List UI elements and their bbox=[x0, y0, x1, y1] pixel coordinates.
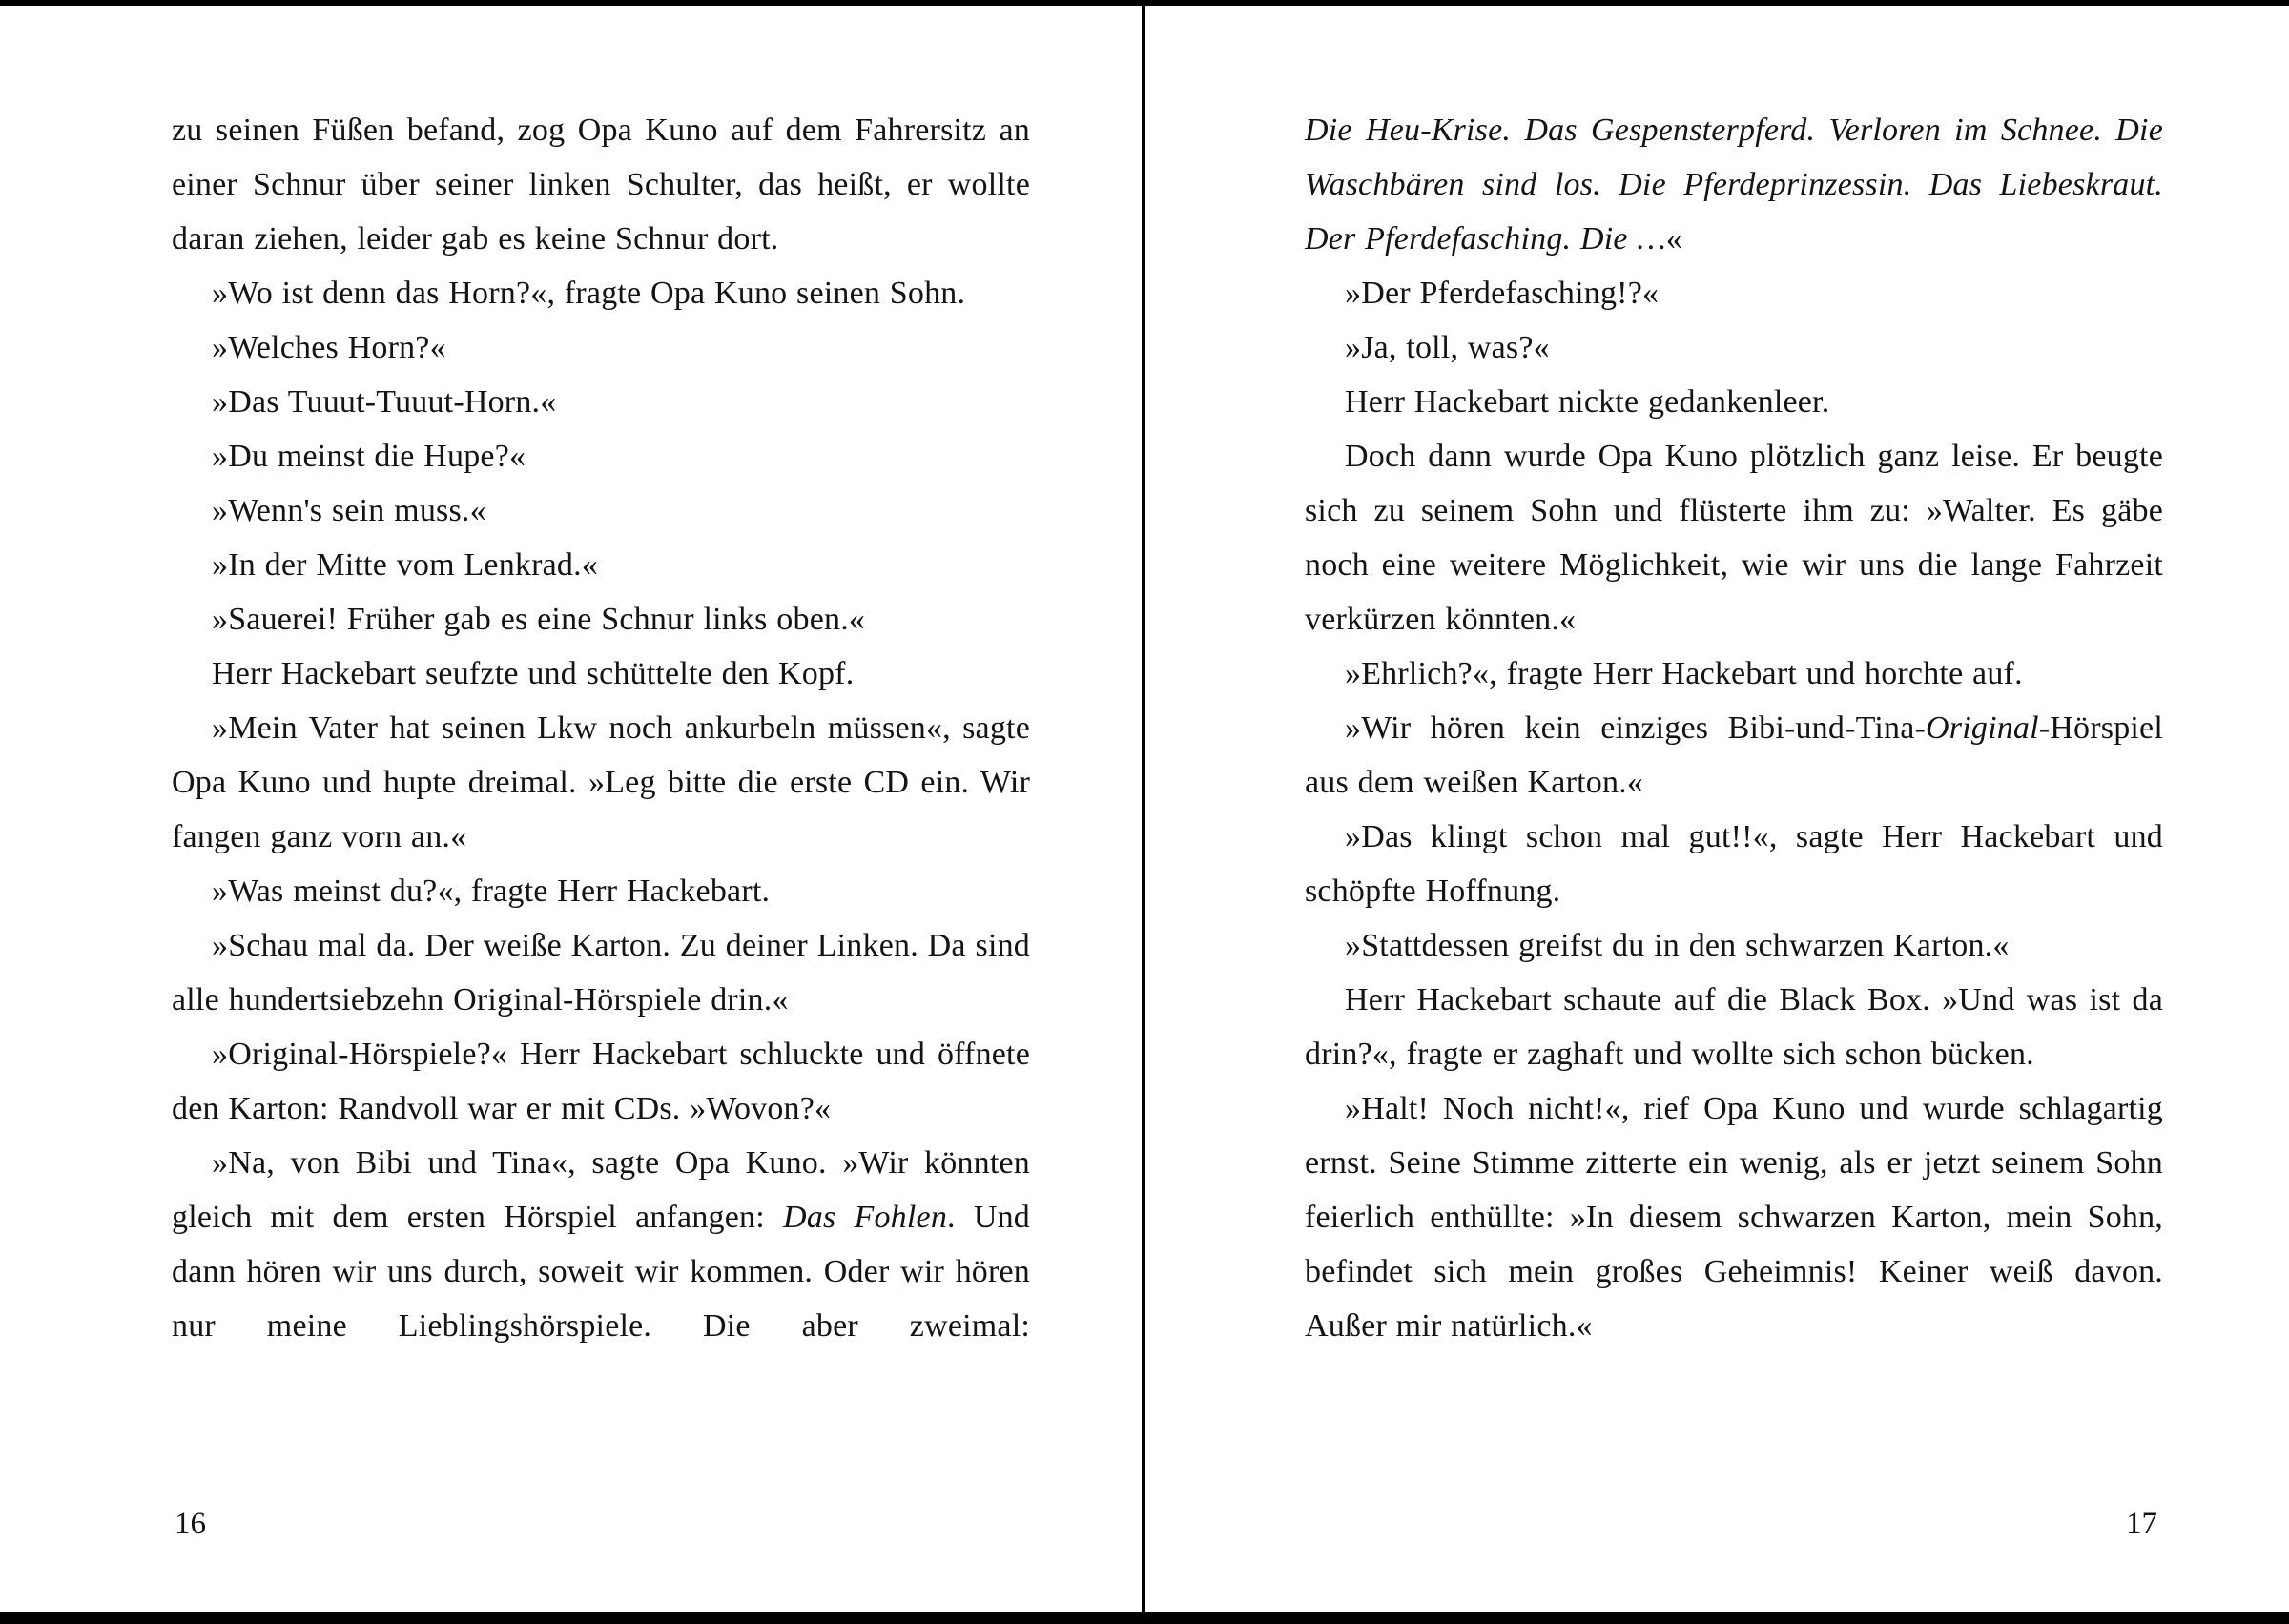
text-segment: »Wo ist denn das Horn?«, fragte Opa Kuno seinen Sohn. bbox=[212, 276, 966, 311]
paragraph bbox=[172, 647, 1030, 701]
paragraph bbox=[1305, 266, 2163, 320]
paragraph bbox=[172, 701, 1030, 864]
paragraph bbox=[172, 864, 1030, 918]
paragraph bbox=[172, 1027, 1030, 1136]
paragraph bbox=[1305, 918, 2163, 973]
bottom-edge-line bbox=[0, 1612, 2289, 1624]
text-segment: Doch dann wurde Opa Kuno plötzlich ganz leise. Er beugte sich zu seinem Sohn und flüsterte ihm zu: »Walter. Es gäbe noch eine weitere Möglichkeit, wie wir uns die lange Fahrzeit verkürzen könnten.« bbox=[1305, 439, 2163, 637]
text-segment: »Das Tuuut-Tuuut-Horn.« bbox=[212, 384, 557, 420]
text-segment: »Ja, toll, was?« bbox=[1345, 330, 1550, 365]
text-segment: -Hörspiel aus dem weißen Karton.« bbox=[1305, 710, 2163, 800]
text-segment-italic: Die Heu-Krise. Das Gespensterpferd. Verloren im Schnee. Die Waschbären sind los. Die Pferdeprinzessin. Das Liebeskraut. Der Pferdefasching. Die … bbox=[1305, 113, 2163, 257]
text-segment: »Du meinst die Hupe?« bbox=[212, 439, 526, 474]
text-segment: Herr Hackebart seufzte und schüttelte den Kopf. bbox=[212, 656, 855, 691]
text-segment: »Na, von Bibi und Tina«, sagte Opa Kuno. »Wir könnten gleich mit dem ersten Hörspiel anfangen: bbox=[172, 1145, 1030, 1235]
text-segment: »Das klingt schon mal gut!!«, sagte Herr Hackebart und schöpfte Hoffnung. bbox=[1305, 819, 2163, 909]
text-segment: »Schau mal da. Der weiße Karton. Zu deiner Linken. Da sind alle hundertsiebzehn Original-Hörspiele drin.« bbox=[172, 928, 1030, 1018]
paragraph bbox=[172, 375, 1030, 429]
paragraph bbox=[172, 1136, 1030, 1353]
paragraph bbox=[1305, 647, 2163, 701]
text-segment: »Halt! Noch nicht!«, rief Opa Kuno und wurde schlagartig ernst. Seine Stimme zitterte ein wenig, als er jetzt seinem Sohn feierlich enthüllte: »In diesem schwarzen Karton, mein Sohn, befindet sich mein großes Geheimnis! Keiner weiß davon. Außer mir natürlich.« bbox=[1305, 1091, 2163, 1344]
text-segment: zu seinen Füßen befand, zog Opa Kuno auf dem Fahrersitz an einer Schnur über seiner linken Schulter, das heißt, er wollte daran ziehen, leider gab es keine Schnur dort. bbox=[172, 113, 1030, 257]
page-right bbox=[1145, 0, 2289, 1624]
page-number-left: 16 bbox=[175, 1507, 206, 1541]
paragraph bbox=[172, 918, 1030, 1027]
paragraph bbox=[172, 592, 1030, 647]
text-segment: »Sauerei! Früher gab es eine Schnur links oben.« bbox=[212, 602, 866, 637]
text-segment: »Mein Vater hat seinen Lkw noch ankurbeln müssen«, sagte Opa Kuno und hupte dreimal. »Leg bitte die erste CD ein. Wir fangen ganz vorn an.« bbox=[172, 710, 1030, 854]
text-segment: »Ehrlich?«, fragte Herr Hackebart und horchte auf. bbox=[1345, 656, 2023, 691]
text-segment: »Wir hören kein einziges Bibi-und-Tina- bbox=[1345, 710, 1927, 746]
paragraph bbox=[172, 429, 1030, 483]
text-segment: »Was meinst du?«, fragte Herr Hackebart. bbox=[212, 874, 771, 909]
text-segment: »Original-Hörspiele?« Herr Hackebart schluckte und öffnete den Karton: Randvoll war er mit CDs. »Wovon?« bbox=[172, 1037, 1030, 1126]
paragraph bbox=[1305, 320, 2163, 375]
text-segment: Herr Hackebart nickte gedankenleer. bbox=[1345, 384, 1830, 420]
paragraph bbox=[172, 266, 1030, 320]
text-segment: »Stattdessen greifst du in den schwarzen Karton.« bbox=[1345, 928, 2010, 963]
paragraph bbox=[1305, 375, 2163, 429]
paragraph bbox=[1305, 1081, 2163, 1353]
text-segment: »Der Pferdefasching!?« bbox=[1345, 276, 1660, 311]
text-segment: « bbox=[1665, 221, 1682, 257]
paragraph bbox=[172, 103, 1030, 266]
text-segment-italic: Original bbox=[1926, 710, 2039, 746]
paragraph bbox=[1305, 701, 2163, 810]
page-right-text-block bbox=[1305, 103, 2163, 1353]
paragraph bbox=[1305, 810, 2163, 918]
page-left-text-block bbox=[172, 103, 1030, 1353]
page-left bbox=[0, 0, 1142, 1624]
paragraph bbox=[172, 483, 1030, 538]
paragraph bbox=[172, 320, 1030, 375]
paragraph bbox=[172, 538, 1030, 592]
text-segment: Herr Hackebart schaute auf die Black Box. »Und was ist da drin?«, fragte er zaghaft und wollte sich schon bücken. bbox=[1305, 982, 2163, 1072]
text-segment-italic: Das Fohlen bbox=[783, 1200, 948, 1235]
text-segment: »Wenn's sein muss.« bbox=[212, 493, 486, 528]
paragraph bbox=[1305, 973, 2163, 1081]
page-number-right: 17 bbox=[2126, 1507, 2157, 1541]
text-segment: . Und dann hören wir uns durch, soweit wir kommen. Oder wir hören nur meine Lieblingshörspiele. Die aber zweimal: bbox=[172, 1200, 1030, 1344]
paragraph bbox=[1305, 103, 2163, 266]
text-segment: »Welches Horn?« bbox=[212, 330, 446, 365]
text-segment: »In der Mitte vom Lenkrad.« bbox=[212, 547, 599, 583]
paragraph bbox=[1305, 429, 2163, 647]
